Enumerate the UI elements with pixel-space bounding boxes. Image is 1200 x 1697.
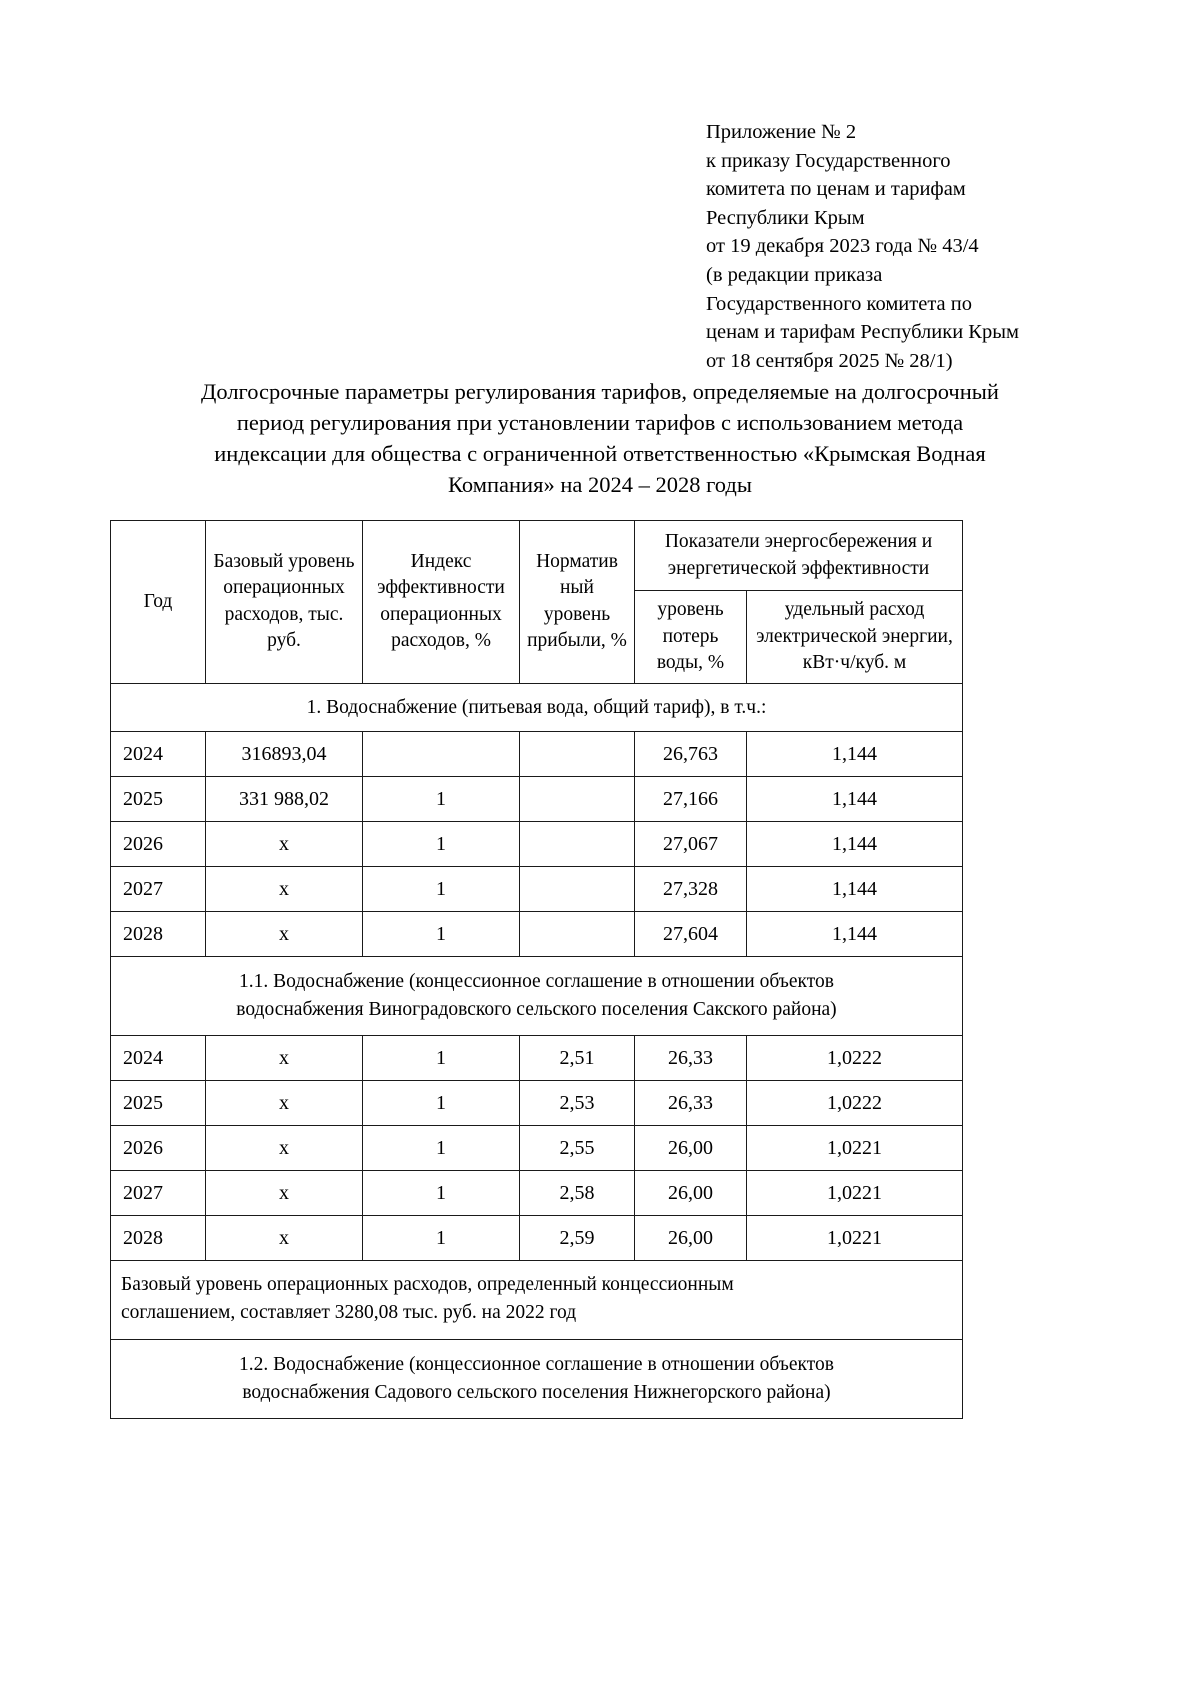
cell-base-level: х	[206, 866, 363, 911]
cell-water-loss: 26,00	[635, 1125, 747, 1170]
cell-year: 2024	[111, 731, 206, 776]
cell-profit-norm	[520, 911, 635, 956]
cell-base-level: х	[206, 1035, 363, 1080]
section-1-1-note	[111, 1260, 963, 1339]
section-1-1-title-line-1: 1.1. Водоснабжение (концессионное соглашение в отношении объектов	[239, 970, 834, 992]
section-1-1-title	[111, 956, 963, 1035]
cell-efficiency-index: 1	[363, 1080, 520, 1125]
th-electric-consumption: удельный расход электрической энергии, кВт·ч/куб. м	[747, 591, 963, 684]
appendix-ref-line-9: от 18 сентября 2025 № 28/1)	[706, 349, 953, 372]
cell-year: 2024	[111, 1035, 206, 1080]
table-row	[111, 1215, 963, 1260]
appendix-ref-line-1: Приложение № 2	[706, 121, 857, 143]
cell-electric-consumption: 1,0221	[747, 1170, 963, 1215]
section-header-row	[111, 1339, 963, 1418]
title-line-3: индексации для общества с ограниченной ответственностью «Крымская Водная	[214, 441, 986, 466]
cell-efficiency-index	[363, 731, 520, 776]
cell-efficiency-index: 1	[363, 776, 520, 821]
th-year: Год	[111, 521, 206, 684]
cell-water-loss: 27,067	[635, 821, 747, 866]
cell-year: 2026	[111, 1125, 206, 1170]
appendix-ref-line-3: комитета по ценам и тарифам	[706, 178, 966, 201]
cell-profit-norm	[520, 821, 635, 866]
cell-electric-consumption: 1,144	[747, 866, 963, 911]
section-header-row	[111, 956, 963, 1035]
appendix-ref-line-6: (в редакции приказа	[706, 263, 883, 286]
section-1-2-title	[111, 1339, 963, 1418]
cell-profit-norm: 2,59	[520, 1215, 635, 1260]
note-line-1: Базовый уровень операционных расходов, определенный концессионным	[121, 1273, 734, 1295]
table-row	[111, 1080, 963, 1125]
cell-profit-norm: 2,58	[520, 1170, 635, 1215]
title-line-2: период регулирования при установлении тарифов с использованием метода	[236, 410, 964, 435]
appendix-ref-line-4: Республики Крым	[706, 206, 865, 229]
cell-year: 2027	[111, 1170, 206, 1215]
cell-water-loss: 27,328	[635, 866, 747, 911]
cell-electric-consumption: 1,144	[747, 776, 963, 821]
cell-base-level: 316893,04	[206, 731, 363, 776]
cell-year: 2025	[111, 776, 206, 821]
table-row	[111, 776, 963, 821]
cell-profit-norm: 2,53	[520, 1080, 635, 1125]
cell-efficiency-index: 1	[363, 1125, 520, 1170]
cell-profit-norm	[520, 776, 635, 821]
cell-water-loss: 27,166	[635, 776, 747, 821]
table-row	[111, 821, 963, 866]
cell-base-level: х	[206, 1170, 363, 1215]
cell-year: 2027	[111, 866, 206, 911]
cell-base-level: х	[206, 821, 363, 866]
cell-electric-consumption: 1,0222	[747, 1080, 963, 1125]
cell-year: 2026	[111, 821, 206, 866]
note-line-2: соглашением, составляет 3280,08 тыс. руб. на 2022 год	[121, 1301, 577, 1323]
table-row	[111, 1125, 963, 1170]
cell-efficiency-index: 1	[363, 1035, 520, 1080]
table-row	[111, 866, 963, 911]
cell-base-level: х	[206, 1215, 363, 1260]
cell-base-level: х	[206, 911, 363, 956]
appendix-ref-line-2: к приказу Государственного	[706, 149, 951, 172]
section-1-2-title-line-2: водоснабжения Садового сельского поселения Нижнегорского района)	[242, 1381, 831, 1403]
appendix-ref-line-5: от 19 декабря 2023 года № 43/4	[706, 235, 979, 258]
cell-efficiency-index: 1	[363, 1215, 520, 1260]
cell-profit-norm: 2,55	[520, 1125, 635, 1170]
section-1-title: 1. Водоснабжение (питьевая вода, общий тариф), в т.ч.:	[111, 683, 963, 731]
parameters-table	[110, 520, 963, 1419]
cell-water-loss: 26,763	[635, 731, 747, 776]
table-row	[111, 1170, 963, 1215]
cell-profit-norm: 2,51	[520, 1035, 635, 1080]
table-row	[111, 1035, 963, 1080]
table-header-row-1	[111, 521, 963, 591]
parameters-table-wrapper	[110, 520, 962, 1419]
cell-year: 2028	[111, 911, 206, 956]
appendix-ref-line-8: ценам и тарифам Республики Крым	[706, 321, 1019, 344]
title-line-1: Долгосрочные параметры регулирования тарифов, определяемые на долгосрочный	[201, 379, 999, 404]
cell-year: 2028	[111, 1215, 206, 1260]
cell-water-loss: 26,00	[635, 1170, 747, 1215]
appendix-reference	[706, 118, 1126, 375]
cell-base-level: 331 988,02	[206, 776, 363, 821]
cell-base-level: х	[206, 1080, 363, 1125]
title-line-4: Компания» на 2024 – 2028 годы	[448, 472, 752, 497]
cell-electric-consumption: 1,0221	[747, 1215, 963, 1260]
cell-water-loss: 26,00	[635, 1215, 747, 1260]
cell-base-level: х	[206, 1125, 363, 1170]
section-header-row	[111, 683, 963, 731]
section-note-row	[111, 1260, 963, 1339]
cell-electric-consumption: 1,144	[747, 911, 963, 956]
cell-electric-consumption: 1,144	[747, 821, 963, 866]
th-efficiency-index: Индекс эффективности операционных расходов, %	[363, 521, 520, 684]
cell-electric-consumption: 1,0221	[747, 1125, 963, 1170]
cell-year: 2025	[111, 1080, 206, 1125]
cell-profit-norm	[520, 731, 635, 776]
table-row	[111, 911, 963, 956]
th-energy-group: Показатели энергосбережения и энергетической эффективности	[635, 521, 963, 591]
section-1-2-title-line-1: 1.2. Водоснабжение (концессионное соглашение в отношении объектов	[239, 1353, 834, 1375]
cell-efficiency-index: 1	[363, 821, 520, 866]
cell-efficiency-index: 1	[363, 911, 520, 956]
table-row	[111, 731, 963, 776]
cell-water-loss: 27,604	[635, 911, 747, 956]
cell-electric-consumption: 1,0222	[747, 1035, 963, 1080]
cell-efficiency-index: 1	[363, 1170, 520, 1215]
cell-profit-norm	[520, 866, 635, 911]
section-1-1-title-line-2: водоснабжения Виноградовского сельского поселения Сакского района)	[236, 998, 837, 1020]
document-title	[110, 376, 1090, 500]
appendix-ref-line-7: Государственного комитета по	[706, 292, 972, 315]
th-water-loss: уровень потерь воды, %	[635, 591, 747, 684]
cell-water-loss: 26,33	[635, 1080, 747, 1125]
cell-water-loss: 26,33	[635, 1035, 747, 1080]
cell-efficiency-index: 1	[363, 866, 520, 911]
th-base-level: Базовый уровень операционных расходов, тыс. руб.	[206, 521, 363, 684]
cell-electric-consumption: 1,144	[747, 731, 963, 776]
th-profit-norm: Норматив ный уровень прибыли, %	[520, 521, 635, 684]
